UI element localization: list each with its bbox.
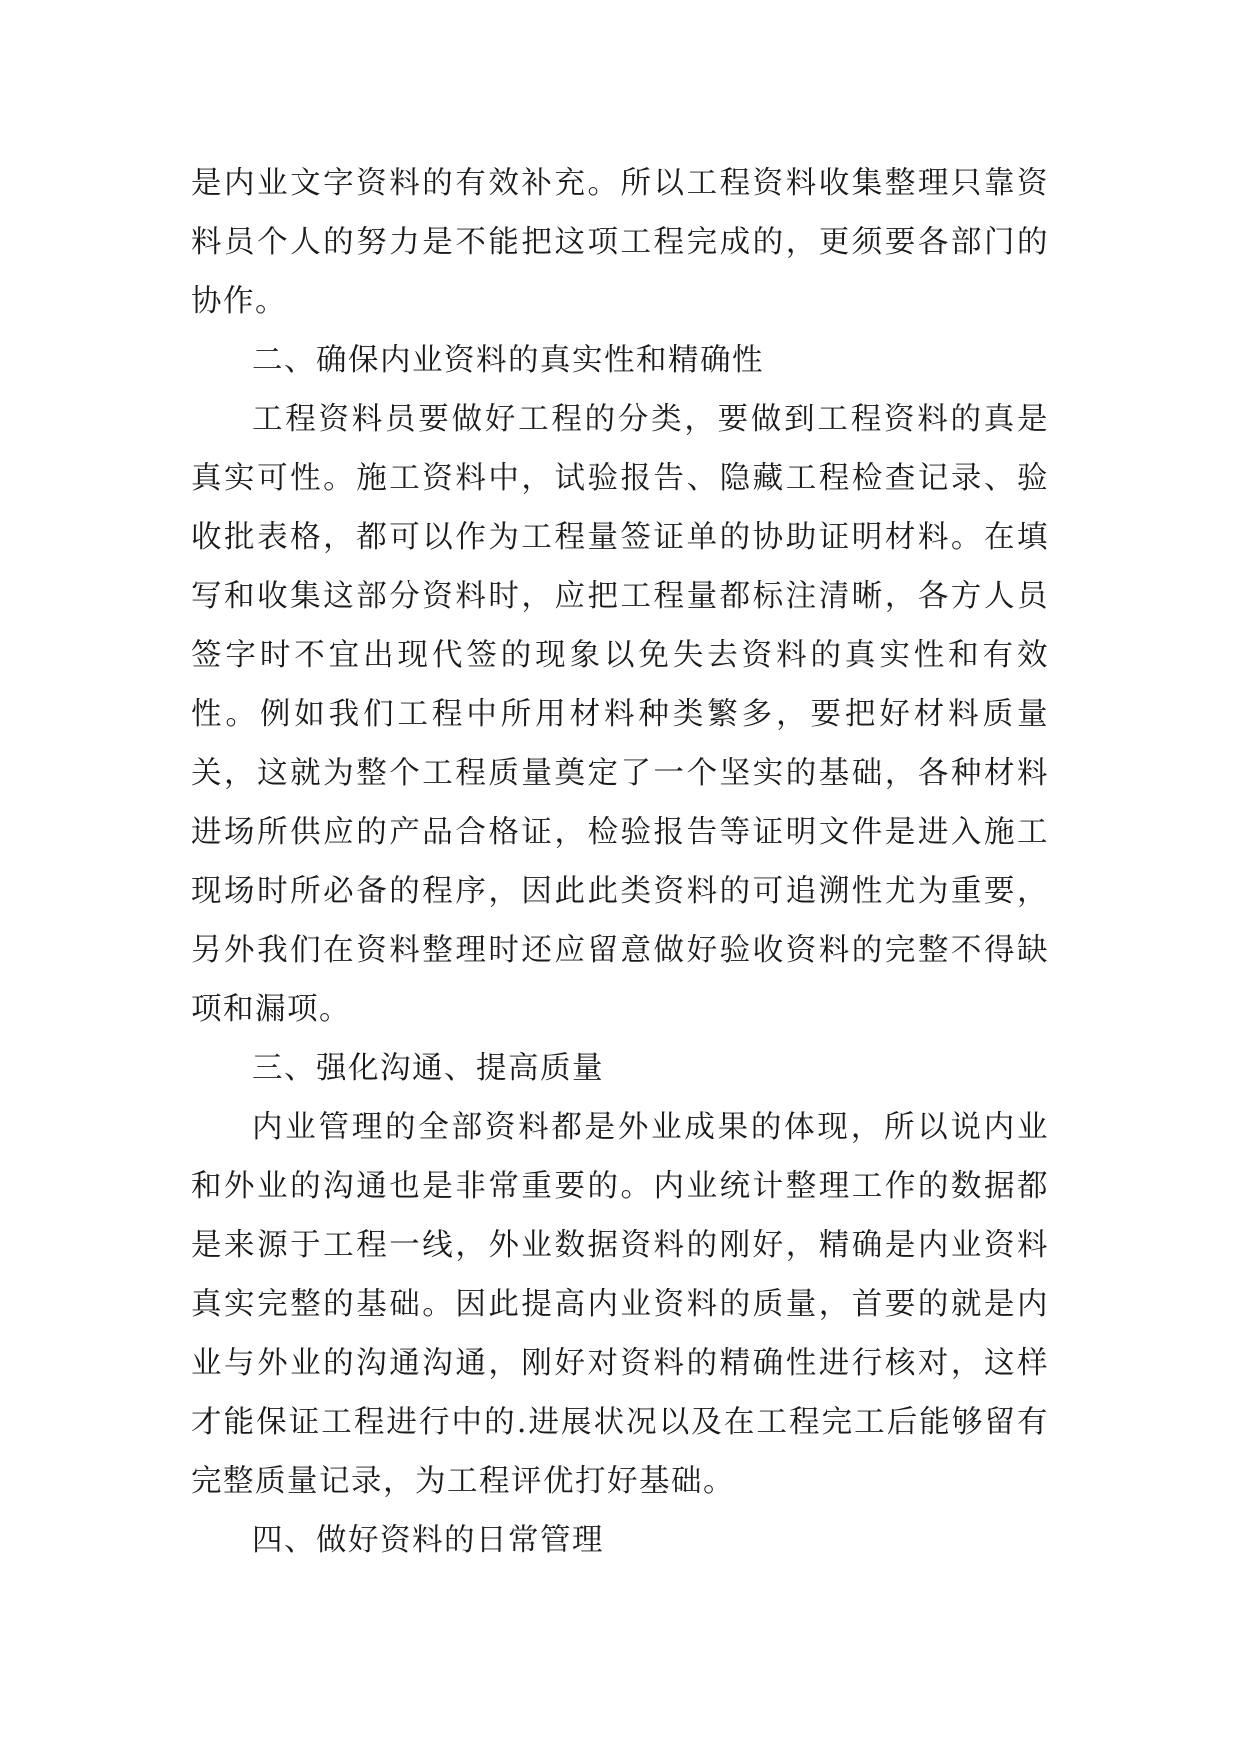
paragraph-communication: 内业管理的全部资料都是外业成果的体现，所以说内业和外业的沟通也是非常重要的。内业统计整理工作的数据都是来源于工程一线，外业数据资料的刚好，精确是内业资料真实完整的基础。因此提高内业资料的质量，首要的就是内业与外业的沟通沟通，刚好对资料的精确性进行核对，这样才能保证工程进行中的.进展状况以及在工程完工后能够留有完整质量记录，为工程评优打好基础。	[191, 1110, 1049, 1499]
document-body	[191, 154, 1049, 1570]
section-heading-3: 三、强化沟通、提高质量	[252, 1051, 604, 1086]
section-heading-4: 四、做好资料的日常管理	[252, 1523, 604, 1558]
paragraph-continuation: 是内业文字资料的有效补充。所以工程资料收集整理只靠资料员个人的努力是不能把这项工程完成的，更须要各部门的协作。	[191, 166, 1049, 319]
paragraph-authenticity: 工程资料员要做好工程的分类，要做到工程资料的真是真实可性。施工资料中，试验报告、隐藏工程检查记录、验收批表格，都可以作为工程量签证单的协助证明材料。在填写和收集这部分资料时，应把工程量都标注清晰，各方人员签字时不宜出现代签的现象以免失去资料的真实性和有效性。例如我们工程中所用材料种类繁多，要把好材料质量关，这就为整个工程质量奠定了一个坚实的基础，各种材料进场所供应的产品合格证，检验报告等证明文件是进入施工现场时所必备的程序，因此此类资料的可追溯性尤为重要，另外我们在资料整理时还应留意做好验收资料的完整不得缺项和漏项。	[191, 402, 1049, 1027]
section-heading-2: 二、确保内业资料的真实性和精确性	[252, 343, 764, 378]
